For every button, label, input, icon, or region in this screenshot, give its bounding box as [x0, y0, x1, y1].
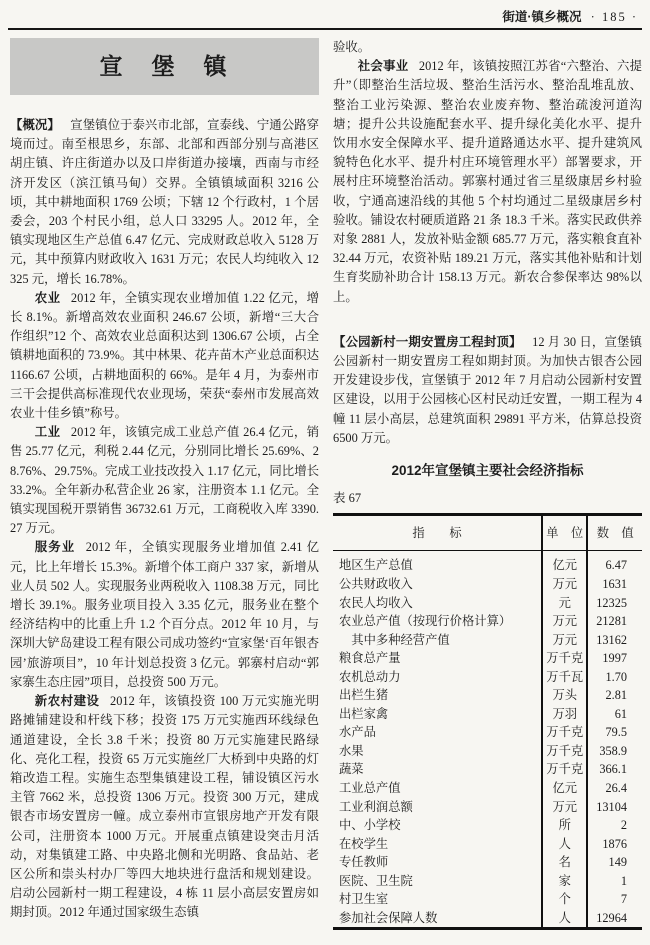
- paragraph-services: [10, 538, 319, 692]
- table-row: [333, 760, 642, 779]
- indicator-cell: 其中多种经营产值: [333, 631, 542, 650]
- paragraph-services-text: 2012 年，全镇实现服务业增加值 2.41 亿元，比上年增长 15.3%。新增个体工商户 337 家，新增从业人员 502 人。实现服务业两税收入 1108.38 万元，同比增长 39.1%。服务业项目投入 3.35 亿元，服务业在整个经济结构中的比重上升 1.2 个百分点。2012 年 10 月，与深圳大铲岛建设工程有限公司成功签约“宣家堡‘百年银杏园’旅游项目”，10 年计划总投资 3 亿元。郭寨村启动“郭家寨生态庄园”项目，总投资 500 万元。: [10, 540, 319, 689]
- right-column: [333, 38, 642, 930]
- paragraph-park-village-entry: [333, 333, 642, 448]
- value-cell: 366.1: [599, 762, 627, 777]
- left-column: [10, 38, 319, 923]
- unit-cell: 万羽: [542, 705, 587, 724]
- unit-cell: 个: [542, 890, 587, 909]
- indicator-cell: 水产品: [333, 723, 542, 742]
- unit-cell: 万千克: [542, 760, 587, 779]
- unit-cell: 万元: [542, 575, 587, 594]
- value-cell: 2.81: [605, 688, 627, 703]
- table-row: [333, 686, 642, 705]
- paragraph-industry-text: 2012 年，该镇完成工业总产值 26.4 亿元，销售 25.77 亿元，利税 2.44 亿元，分别同比增长 25.69%、28.76%、29.75%。完成工业技改投入 1.17 亿元，同比增长 33.2%。全年新办私营企业 26 家，注册资本 1.1 亿元。全镇实现国税开票销售 36732.61 万元，工商税收入库 3390.27 万元。: [10, 425, 319, 536]
- indicator-cell: 水果: [333, 742, 542, 761]
- paragraph-industry: [10, 423, 319, 538]
- town-title: 宣 堡 镇: [99, 52, 230, 79]
- table-row: [333, 723, 642, 742]
- table-row: [333, 816, 642, 835]
- content-columns: [10, 38, 642, 930]
- value-cell: 26.4: [605, 781, 627, 796]
- indicator-cell: 村卫生室: [333, 890, 542, 909]
- table-row: [333, 742, 642, 761]
- paragraph-agriculture-label: 农业: [34, 290, 61, 305]
- table-row: [333, 551, 642, 575]
- unit-cell: 所: [542, 816, 587, 835]
- value-cell: 1.70: [605, 669, 627, 684]
- unit-cell: 万千克: [542, 649, 587, 668]
- indicator-cell: 出栏家禽: [333, 705, 542, 724]
- table-header-value: 数 值: [587, 515, 642, 551]
- table-row: [333, 853, 642, 872]
- paragraph-continuation: [333, 38, 642, 57]
- table-row: [333, 668, 642, 687]
- table-row: [333, 798, 642, 817]
- paragraph-overview-label: 【概况】: [10, 118, 60, 132]
- table-row: [333, 909, 642, 929]
- unit-cell: 万千克: [542, 723, 587, 742]
- table-row: [333, 594, 642, 613]
- paragraph-services-label: 服务业: [34, 540, 76, 555]
- indicator-cell: 农机总动力: [333, 668, 542, 687]
- page-header: [502, 9, 638, 25]
- indicator-cell: 农民人均收入: [333, 594, 542, 613]
- value-cell: 2: [620, 818, 627, 833]
- table-row: [333, 835, 642, 854]
- economic-indicators-table: [333, 513, 642, 930]
- paragraph-social-affairs: [333, 57, 642, 307]
- value-cell: 358.9: [599, 743, 627, 758]
- table-caption: 表 67: [333, 491, 362, 506]
- unit-cell: 亿元: [542, 551, 587, 575]
- table-header-unit: 单 位: [542, 515, 587, 551]
- header-divider: [8, 28, 642, 30]
- header-page-number: · 185 ·: [590, 10, 638, 24]
- value-cell: 6.47: [605, 558, 627, 573]
- unit-cell: 万千克: [542, 742, 587, 761]
- indicator-cell: 专任教师: [333, 853, 542, 872]
- value-cell: 1: [620, 873, 627, 888]
- unit-cell: 名: [542, 853, 587, 872]
- value-cell: 79.5: [605, 725, 627, 740]
- unit-cell: 万元: [542, 798, 587, 817]
- indicator-cell: 出栏生猪: [333, 686, 542, 705]
- unit-cell: 元: [542, 594, 587, 613]
- indicator-cell: 粮食总产量: [333, 649, 542, 668]
- value-cell: 13104: [596, 799, 627, 814]
- unit-cell: 亿元: [542, 779, 587, 798]
- indicator-cell: 蔬菜: [333, 760, 542, 779]
- value-cell: 61: [614, 706, 627, 721]
- unit-cell: 人: [542, 835, 587, 854]
- value-cell: 149: [608, 855, 627, 870]
- table-title: 2012年宣堡镇主要社会经济指标: [391, 463, 584, 479]
- paragraph-industry-label: 工业: [34, 425, 61, 440]
- unit-cell: 万元: [542, 631, 587, 650]
- paragraph-overview: [10, 116, 319, 289]
- paragraph-new-countryside-label: 新农村建设: [34, 694, 100, 709]
- indicator-cell: 地区生产总值: [333, 551, 542, 575]
- indicator-cell: 工业总产值: [333, 779, 542, 798]
- table-row: [333, 779, 642, 798]
- indicator-cell: 农业总产值（按现行价格计算）: [333, 612, 542, 631]
- table-row: [333, 649, 642, 668]
- unit-cell: 人: [542, 909, 587, 929]
- indicator-cell: 医院、卫生院: [333, 872, 542, 891]
- table-row: [333, 705, 642, 724]
- town-title-box: [10, 38, 319, 95]
- value-cell: 12964: [596, 910, 627, 925]
- paragraph-continuation-text: 验收。: [333, 40, 371, 54]
- indicator-cell: 公共财政收入: [333, 575, 542, 594]
- indicator-cell: 中、小学校: [333, 816, 542, 835]
- paragraph-park-village-label: 【公园新村一期安置房工程封顶】: [333, 334, 522, 349]
- value-cell: 1631: [602, 577, 627, 592]
- value-cell: 13162: [596, 632, 627, 647]
- paragraph-new-countryside: [10, 692, 319, 922]
- paragraph-social-affairs-label: 社会事业: [357, 59, 409, 74]
- unit-cell: 万千瓦: [542, 668, 587, 687]
- paragraph-social-affairs-text: 2012 年，该镇按照江苏省“六整治、六提升”（即整治生活垃圾、整治生活污水、整治乱堆乱放、整治工业污染源、整治农业废弃物、整治疏浚河道沟塘；提升公共设施配套水平、提升绿化美化水平、提升饮用水安全保障水平、提升道路通达水平、提升建筑风貌特色化水平、提升村庄环境管理水平）部署要求，开展村庄环境整治活动。郭寨村通过省三星级康居乡村验收，宁通高速沿线的其他 5 个村均通过二星级康居乡村验收。铺设农村硬质道路 21 条 18.3 千米。落实民政供养对象 2881 人，发放补贴金额 685.77 万元，落实粮食直补 32.44 万元，农资补贴 189.21 万元，落实其他补贴和计划生育奖励补助合计 158.13 万元。新农合参保率达 98%以上。: [333, 59, 643, 304]
- table-row: [333, 575, 642, 594]
- value-cell: 1997: [602, 651, 627, 666]
- table-row: [333, 612, 642, 631]
- paragraph-agriculture-text: 2012 年，全镇实现农业增加值 1.22 亿元，增长 8.1%。新增高效农业面积 246.67 公顷，新增“三大合作组织”12 个、高效农业总面积达到 1306.67 公顷，占全镇耕地面积的 73.9%。其中林果、花卉苗木产业总面积达 1166.67 公顷，占耕地面积的 66%。是年 4 月，为泰州市三干会提供高标准现代农业现场，荣获“泰州市发展高效农业十佳乡镇”称号。: [10, 290, 319, 421]
- indicator-cell: 在校学生: [333, 835, 542, 854]
- unit-cell: 万头: [542, 686, 587, 705]
- indicator-cell: 工业利润总额: [333, 798, 542, 817]
- table-row: [333, 890, 642, 909]
- paragraph-overview-text: 宣堡镇位于泰兴市北部，宣泰线、宁通公路穿境而过。南至根思乡，东部、北部和西部分别与高港区胡庄镇、许庄街道办以及口岸街道办接壤，西南与市经济开发区（滨江镇马甸）交界。全镇镇域面积 3216 公顷，其中耕地面积 1769 公顷；下辖 12 个行政村，1 个居委会，203 个村民小组，总人口 33295 人。2012 年，全镇实现地区生产总值 6.47 亿元、完成财政总收入 5128 万元，其中预算内财政收入 1631 万元；农民人均纯收入 12325 元，增长 16.78%。: [10, 118, 320, 286]
- unit-cell: 万元: [542, 612, 587, 631]
- table-header-indicator: 指 标: [333, 515, 542, 551]
- table-row: [333, 872, 642, 891]
- table-row: [333, 631, 642, 650]
- indicator-cell: 参加社会保障人数: [333, 909, 542, 929]
- paragraph-park-village-text: 12 月 30 日，宣堡镇公园新村一期安置房工程如期封顶。为加快古银杏公园开发建设步伐，宣堡镇于 2012 年 7 月启动公园新村安置区建设，以用于公园核心区村民动迁安置，一期工程为 4 幢 11 层小高层，总建筑面积 29891 平方米，估算总投资 6500 万元。: [333, 334, 642, 445]
- paragraph-new-countryside-text: 2012 年，该镇投资 100 万元实施光明路摊铺建设和杆线下移；投资 175 万元实施西环线绿色通道建设，全长 3.8 千米；投资 80 万元实施建民路绿化、亮化工程，投资 65 万元实施丝厂大桥到中央路的灯箱改造工程。实施生态型集镇建设工程，铺设镇区污水主管 7662 米，总投资 1306 万元。投资 300 万元，建成银杏市场安置房一幢。成立泰州市宣银房地产开发有限公司，注册资本 1000 万元。开展重点镇建设突击月活动，对集镇建工路、中央路北侧和光明路、食品站、老区公所和崇头村办厂等四大地块进行盘活和规划建设。启动公园新村一期工程建设，4 栋 11 层小高层安置房如期封顶。2012 年通过国家级生态镇: [10, 694, 319, 920]
- unit-cell: 家: [542, 872, 587, 891]
- value-cell: 12325: [596, 595, 627, 610]
- header-section-title: 街道·镇乡概况: [502, 10, 582, 24]
- value-cell: 7: [620, 892, 627, 907]
- table-header: [333, 515, 642, 551]
- value-cell: 1876: [602, 836, 627, 851]
- paragraph-agriculture: [10, 289, 319, 423]
- value-cell: 21281: [596, 614, 627, 629]
